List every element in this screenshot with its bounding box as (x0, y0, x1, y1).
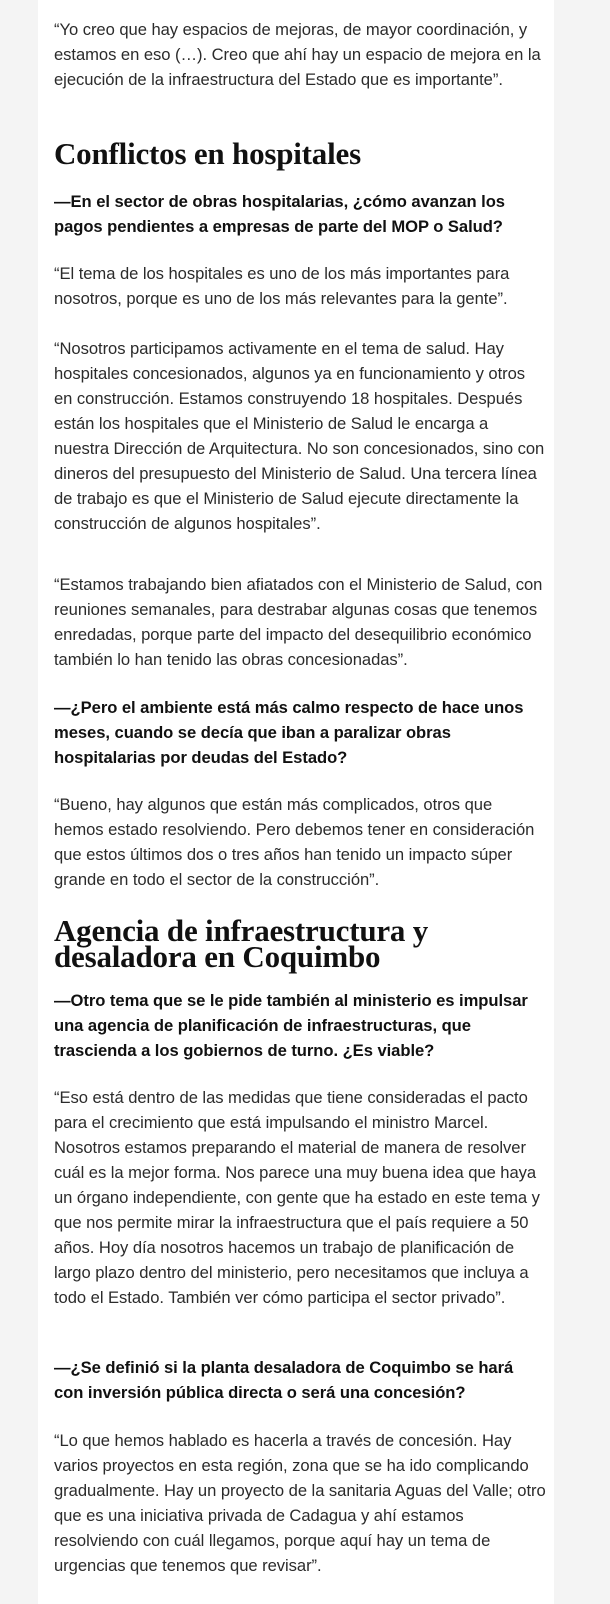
paragraph-afiatados: “Estamos trabajando bien afiatados con el Ministerio de Salud, con reuniones semanales, para destrabar algunas cosas que tenemos enredadas, porque parte del impacto del desequilibrio económico también lo han tenido las obras concesionadas”. (54, 575, 543, 669)
section-heading-agencia: Agencia de infraestructura y desaladora en Coquimbo (54, 913, 429, 974)
paragraph-intro-quote: “Yo creo que hay espacios de mejoras, de mayor coordinación, y estamos en eso (…). Creo que ahí hay un espacio de mejora en la ejecución de la infraestructura del Estado que es importante”. (54, 20, 541, 89)
paragraph-tema-hospitales: “El tema de los hospitales es uno de los más importantes para nosotros, porque es uno de los más relevantes para la gente”. (54, 264, 510, 308)
question-pagos-pendientes: —En el sector de obras hospitalarias, ¿cómo avanzan los pagos pendientes a empresas de parte del MOP o Salud? (54, 192, 505, 236)
section-heading-hospitales: Conflictos en hospitales (54, 136, 361, 171)
question-desaladora-coquimbo: —¿Se definió si la planta desaladora de Coquimbo se hará con inversión pública directa o será una concesión? (54, 1358, 514, 1402)
question-ambiente-calmo: —¿Pero el ambiente está más calmo respecto de hace unos meses, cuando se decía que iban a paralizar obras hospitalarias por deudas del Estado? (54, 698, 524, 767)
paragraph-participamos-salud: “Nosotros participamos activamente en el tema de salud. Hay hospitales concesionados, algunos ya en funcionamiento y otros en construcción. Estamos construyendo 18 hospitales. Después están los hospitales que el Ministerio de Salud le encarga a nuestra Dirección de Arquitectura. No son concesionados, sino con dineros del presupuesto del Ministerio de Salud. Una tercera línea de trabajo es que el Ministerio de Salud ejecute directamente la construcción de algunos hospitales”. (54, 339, 545, 533)
paragraph-medidas-pacto: “Eso está dentro de las medidas que tiene consideradas el pacto para el crecimiento que está impulsando el ministro Marcel. Nosotros estamos preparando el material de manera de resolver cuál es la mejor forma. Nos parece una muy buena idea que haya un órgano independiente, con gente que ha estado en este tema y que nos permite mirar la infraestructura que el país requiere a 50 años. Hoy día nosotros hacemos un trabajo de planificación de largo plazo dentro del ministerio, pero necesitamos que incluya a todo el Estado. También ver cómo participa el sector privado”. (54, 1088, 540, 1307)
paragraph-concesion: “Lo que hemos hablado es hacerla a través de concesión. Hay varios proyectos en esta región, zona que se ha ido complicando gradualmente. Hay un proyecto de la sanitaria Aguas del Valle; otro que es una iniciativa privada de Cadagua y ahí estamos resolviendo con cuál llegamos, porque aquí hay un tema de urgencias que tenemos que revisar”. (54, 1431, 546, 1575)
article-body (38, 0, 554, 1604)
question-agencia-planificacion: —Otro tema que se le pide también al ministerio es impulsar una agencia de planificación de infraestructuras, que trascienda a los gobiernos de turno. ¿Es viable? (54, 991, 528, 1060)
paragraph-bueno-complicados: “Bueno, hay algunos que están más complicados, otros que hemos estado resolviendo. Pero debemos tener en consideración que estos últimos dos o tres años han tenido un impacto súper grande en todo el sector de la construcción”. (54, 795, 535, 889)
